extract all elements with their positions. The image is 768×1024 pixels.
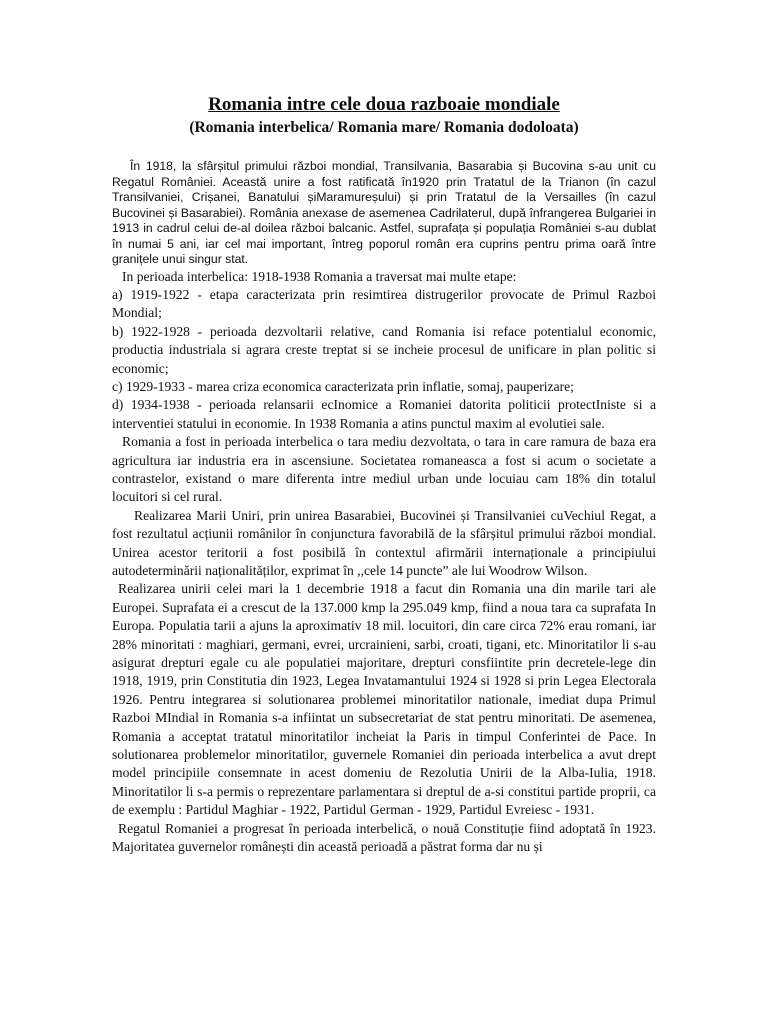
paragraph-kingdom: Regatul Romaniei a progresat în perioada interbelică, o nouă Constituție fiind adoptată în 1923. Majoritatea guvernelor românești din această perioadă a păstrat forma dar nu și xyxy=(112,820,656,855)
document-title: Romania intre cele doua razboaie mondiale xyxy=(208,94,560,115)
stage-item-d: d) 1934-1938 - perioada relansarii ecInomice a Romaniei datorita politicii protectIniste si a interventiei statului in economie. In 1938 Romania a atins punctul maxim al evolutiei sale. xyxy=(112,397,656,431)
paragraph-intro: În 1918, la sfârșitul primului război mondial, Transilvania, Basarabia și Bucovina s-au unit cu Regatul României. Această unire a fost ratificată în1920 prin Tratatul de la Trianon (în cazul Transilvaniei, Crișanei, Banatului șiMaramureșului) și prin Tratatul de la Versailles (în cazul Bucovinei și Basarabiei). România anexase de asemenea Cadrilaterul, după înfrangerea Bulgariei in 1913 in cadrul celui de-al doilea război balcanic. Astfel, suprafața și populația României s-au dublat în numai 5 ani, iar cel mai important, întreg poporul român era cuprins pentru prima oară între granițele unui singur stat. xyxy=(112,159,656,266)
document-page xyxy=(112,93,656,857)
stage-item-a: a) 1919-1922 - etapa caracterizata prin resimtirea distrugerilor provocate de Primul Razboi Mondial; xyxy=(112,286,656,321)
stage-item-c: c) 1929-1933 - marea criza economica caracterizata prin inflatie, somaj, pauperizare; xyxy=(112,378,574,394)
document-subtitle: (Romania interbelica/ Romania mare/ Romania dodoloata) xyxy=(189,119,579,136)
paragraph-minorities: Realizarea unirii celei mari la 1 decembrie 1918 a facut din Romania una din marile tari ale Europei. Suprafata ei a crescut de la 137.000 kmp la 295.049 kmp, fiind a noua tara ca suprafata In Europa. Populatia tarii a ajuns la aproximativ 18 mil. locuitori, din care circa 72% erau romani, iar 28% minoritati : maghiari, germani, evrei, urcrainieni, sarbi, croati, tigani, etc. Minoritatilor li s-au asigurat drepturi egale cu ale populatiei majoritare, drepturi consfiintite prin decretele-lege din 1918, 1919, prin Constitutia din 1923, Legea Invatamantului 1924 si 1928 si prin Legea Electorala 1926. Pentru integrarea si solutionarea problemei minoritatilor nationale, imediat dupa Primul Razboi MIndial in Romania s-a infiintat un subsecretariat de stat pentru minoritati. De asemenea, Romania a acceptat tratatul minoritatilor incheiat la Paris in timpul Conferintei de Pace. In solutionarea problemelor minoritatilor, guvernele Romaniei din perioada interbelica a avut drept model principiile consemnate in acest domeniu de Rezolutia Unirii de la Alba-Iulia, 1918. Minoritatilor li s-a permis o reprezentare parlamentara si dreptul de a-si constitui partide proprii, ca de exemplu : Partidul Maghiar - 1922, Partidul German - 1929, Partidul Evreiesc - 1931. xyxy=(112,581,656,818)
paragraph-stages-intro: In perioada interbelica: 1918-1938 Romania a traversat mai multe etape: xyxy=(122,268,517,284)
paragraph-great-union: Realizarea Marii Uniri, prin unirea Basarabiei, Bucovinei și Transilvaniei cuVechiul Regat, a fost rezultatul acțiunii românilor în conjunctura favorabilă de la sfârșitul primului război mondial. Unirea acestor teritorii a fost posibilă în contextul afirmării internaționale a principiului autodeterminării naționalităților, exprimat în ,,cele 14 puncte” ale lui Woodrow Wilson. xyxy=(112,507,656,578)
paragraph-society: Romania a fost in perioada interbelica o tara mediu dezvoltata, o tara in care ramura de baza era agricultura iar industria era in ascensiune. Societatea romaneasca a fost si acum o societate a contrastelor, existand o mare diferenta intre mediul urban unde locuiau cam 18% din totalul locuitori si cel rural. xyxy=(112,434,656,505)
stage-item-b: b) 1922-1928 - perioada dezvoltarii relative, cand Romania isi reface potentialul economic, productia industriala si agrara creste treptat si se incheie procesul de unificare in plan politic si economic; xyxy=(112,323,656,376)
